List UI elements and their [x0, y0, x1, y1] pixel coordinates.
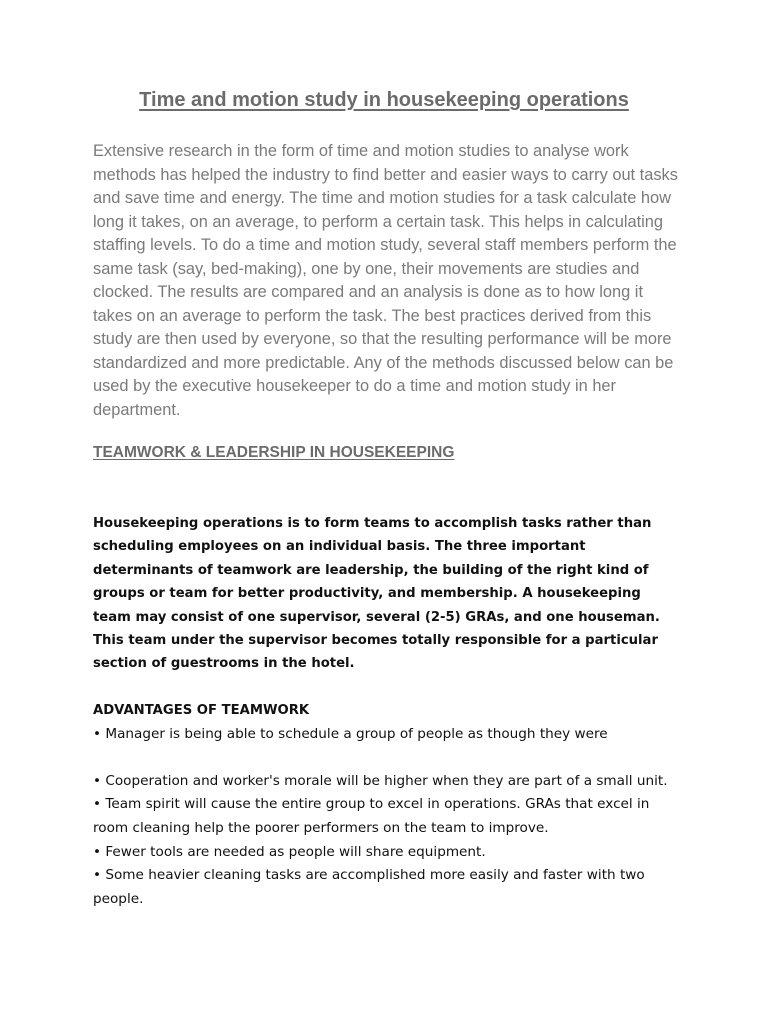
advantages-heading: ADVANTAGES OF TEAMWORK — [93, 703, 310, 718]
page-title: Time and motion study in housekeeping operations — [139, 89, 629, 111]
teamwork-paragraph: Housekeeping operations is to form teams to accomplish tasks rather than scheduling employees on an individual basis. The three important determinants of teamwork are leadership, the building of the right kind of groups or team for better productivity, and membership. A housekeeping team may consist of one supervisor, several (2-5) GRAs, and one houseman. This team under the supervisor becomes totally responsible for a particular section of guestrooms in the hotel. — [93, 516, 660, 672]
intro-paragraph: Extensive research in the form of time and motion studies to analyse work methods has helped the industry to find better and easier ways to carry out tasks and save time and energy. The time and motion studies for a task calculate how long it takes, on an average, to perform a certain task. This helps in calculating staffing levels. To do a time and motion study, several staff members perform the same task (say, bed-making), one by one, their movements are studies and clocked. The results are compared and an analysis is done as to how long it takes on an average to perform the task. The best practices derived from this study are then used by everyone, so that the resulting performance will be more standardized and more predictable. Any of the methods discussed below can be used by the executive housekeeper to do a time and motion study in her department. — [93, 142, 678, 419]
advantage-item: • Cooperation and worker's morale will be higher when they are part of a small unit. — [93, 772, 668, 789]
section-heading-teamwork: TEAMWORK & LEADERSHIP IN HOUSEKEEPING — [93, 444, 455, 461]
advantage-item: • Fewer tools are needed as people will share equipment. — [93, 843, 486, 860]
advantages-section — [93, 699, 683, 911]
advantage-item: • Some heavier cleaning tasks are accomplished more easily and faster with two people. — [93, 867, 645, 907]
advantage-item: • Manager is being able to schedule a group of people as though they were — [93, 725, 608, 742]
advantage-item: • Team spirit will cause the entire group to excel in operations. GRAs that excel in room cleaning help the poorer performers on the team to improve. — [93, 796, 650, 836]
